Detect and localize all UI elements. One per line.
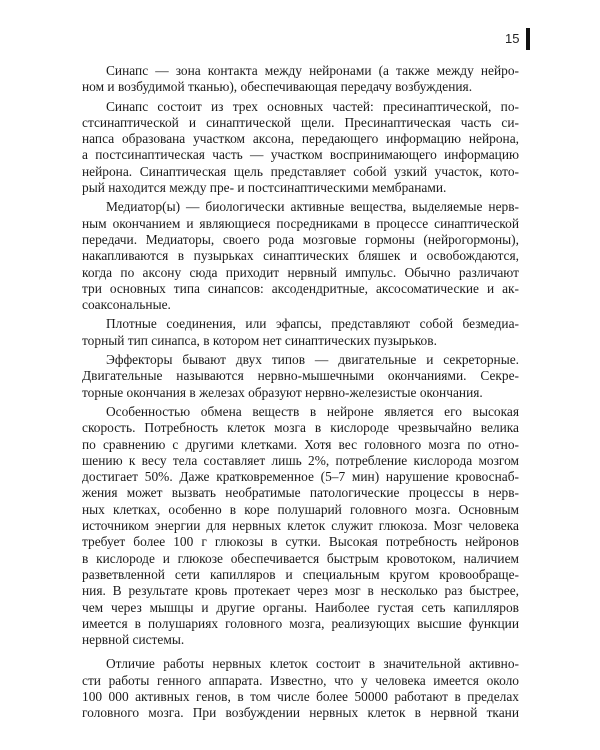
text-line: шению к весу тела составляет лишь 2%, потребление кислорода мозгом (82, 452, 519, 468)
text-line: ном и возбудимой тканью), обеспечивающая передачу возбуждения. (82, 79, 473, 95)
text-line: Плотные соединения, или эфапсы, представляют собой безмедиа- (106, 316, 519, 332)
paragraph-synapse-definition (82, 63, 519, 96)
page-number-rule (526, 28, 530, 50)
text-line: торные окончания в железах образуют нервно-железистые окончания. (82, 384, 483, 400)
text-line: Медиатор(ы) — биологически активные вещества, выделяемые нерв- (106, 199, 519, 215)
text-line: 100 000 активных генов, в том числе более 50000 работают в пределах (82, 688, 519, 704)
text-line: когда по аксону сюда приходит нервный импульс. Обычно различают (82, 264, 519, 280)
text-line: Синапс — зона контакта между нейронами (а также между нейро- (106, 63, 519, 78)
text-line: головного мозга. При возбуждении нервных клеток в нервной ткани (82, 705, 519, 721)
text-line: сти работы генного аппарата. Известно, что у человека имеется около (82, 672, 519, 688)
paragraph-synapse-structure (82, 99, 519, 197)
text-line: три основных типа синапсов: аксодендритные, аксосоматические и ак- (82, 280, 519, 296)
text-line: разветвленной сети капилляров и специальным кругом кровообраще- (82, 566, 519, 582)
text-line: ным окончанием и являющиеся посредниками в процессе синаптической (82, 215, 519, 231)
text-line: нервной системы. (82, 632, 185, 648)
text-line: а постсинаптическая часть — участком воспринимающего информацию (82, 147, 519, 163)
paragraph-effectors (82, 352, 519, 401)
text-line: стсинаптической и синаптической щели. Пресинаптическая часть си- (82, 114, 519, 130)
text-line: чем через мышцы и другие органы. Наиболее густая сеть капилляров (82, 599, 519, 615)
text-line: Синапс состоит из трех основных частей: пресинаптической, по- (106, 98, 519, 114)
text-line: торный тип синапса, в котором нет синаптических пузырьков. (82, 332, 437, 348)
text-line: по сравнению с другими клетками. Хотя вес головного мозга по отно- (82, 436, 519, 452)
text-line: скорость. Потребность клеток мозга в кислороде чрезвычайно велика (82, 420, 519, 436)
text-line: достигает 50%. Даже кратковременное (5–7 мин) нарушение кровоснаб- (82, 469, 519, 485)
text-line: ных клетках, особенно в коре полушарий головного мозга. Основным (82, 501, 519, 517)
paragraph-genes (82, 656, 519, 721)
text-line: Особенностью обмена веществ в нейроне является его высокая (106, 403, 519, 419)
text-line: Эффекторы бывают двух типов — двигательные и секреторные. (106, 352, 519, 368)
text-line: нейрона. Синаптическая щель представляет собой узкий участок, кото- (82, 163, 519, 179)
page-number: 15 (505, 31, 520, 46)
paragraph-mediators (82, 199, 519, 313)
text-line: ния. В результате кровь протекает через мозг в несколько раз быстрее, (82, 583, 519, 599)
text-body (82, 63, 519, 722)
text-line: передачи. Медиаторы, своего рода мозговые гормоны (нейрогормоны), (82, 231, 519, 247)
text-line: в кислороде и глюкозе обеспечивается быстрым кровотоком, наличием (82, 550, 519, 566)
text-line: напса образована участком аксона, передающего информацию нейрона, (82, 131, 519, 147)
text-line: требует более 100 г глюкозы в сутки. Высокая потребность нейронов (82, 534, 519, 550)
paragraph-metabolism (82, 404, 519, 648)
text-line: имеется в полушариях головного мозга, реализующих высшие функции (82, 615, 519, 631)
paragraph-ephapses (82, 316, 519, 349)
text-line: соаксональные. (82, 297, 171, 313)
text-line: накапливаются в пузырьках синаптических бляшек и освобождаются, (82, 248, 519, 264)
text-line: Двигательные называются нервно-мышечными окончаниями. Секре- (82, 368, 519, 384)
text-line: Отличие работы нервных клеток состоит в значительной активно- (106, 656, 519, 672)
text-line: источником энергии для нервных клеток служит глюкоза. Мозг человека (82, 518, 519, 534)
text-line: жения может вызвать необратимые патологические процессы в нерв- (82, 485, 519, 501)
text-line: рый находится между пре- и постсинаптическими мембранами. (82, 180, 447, 196)
